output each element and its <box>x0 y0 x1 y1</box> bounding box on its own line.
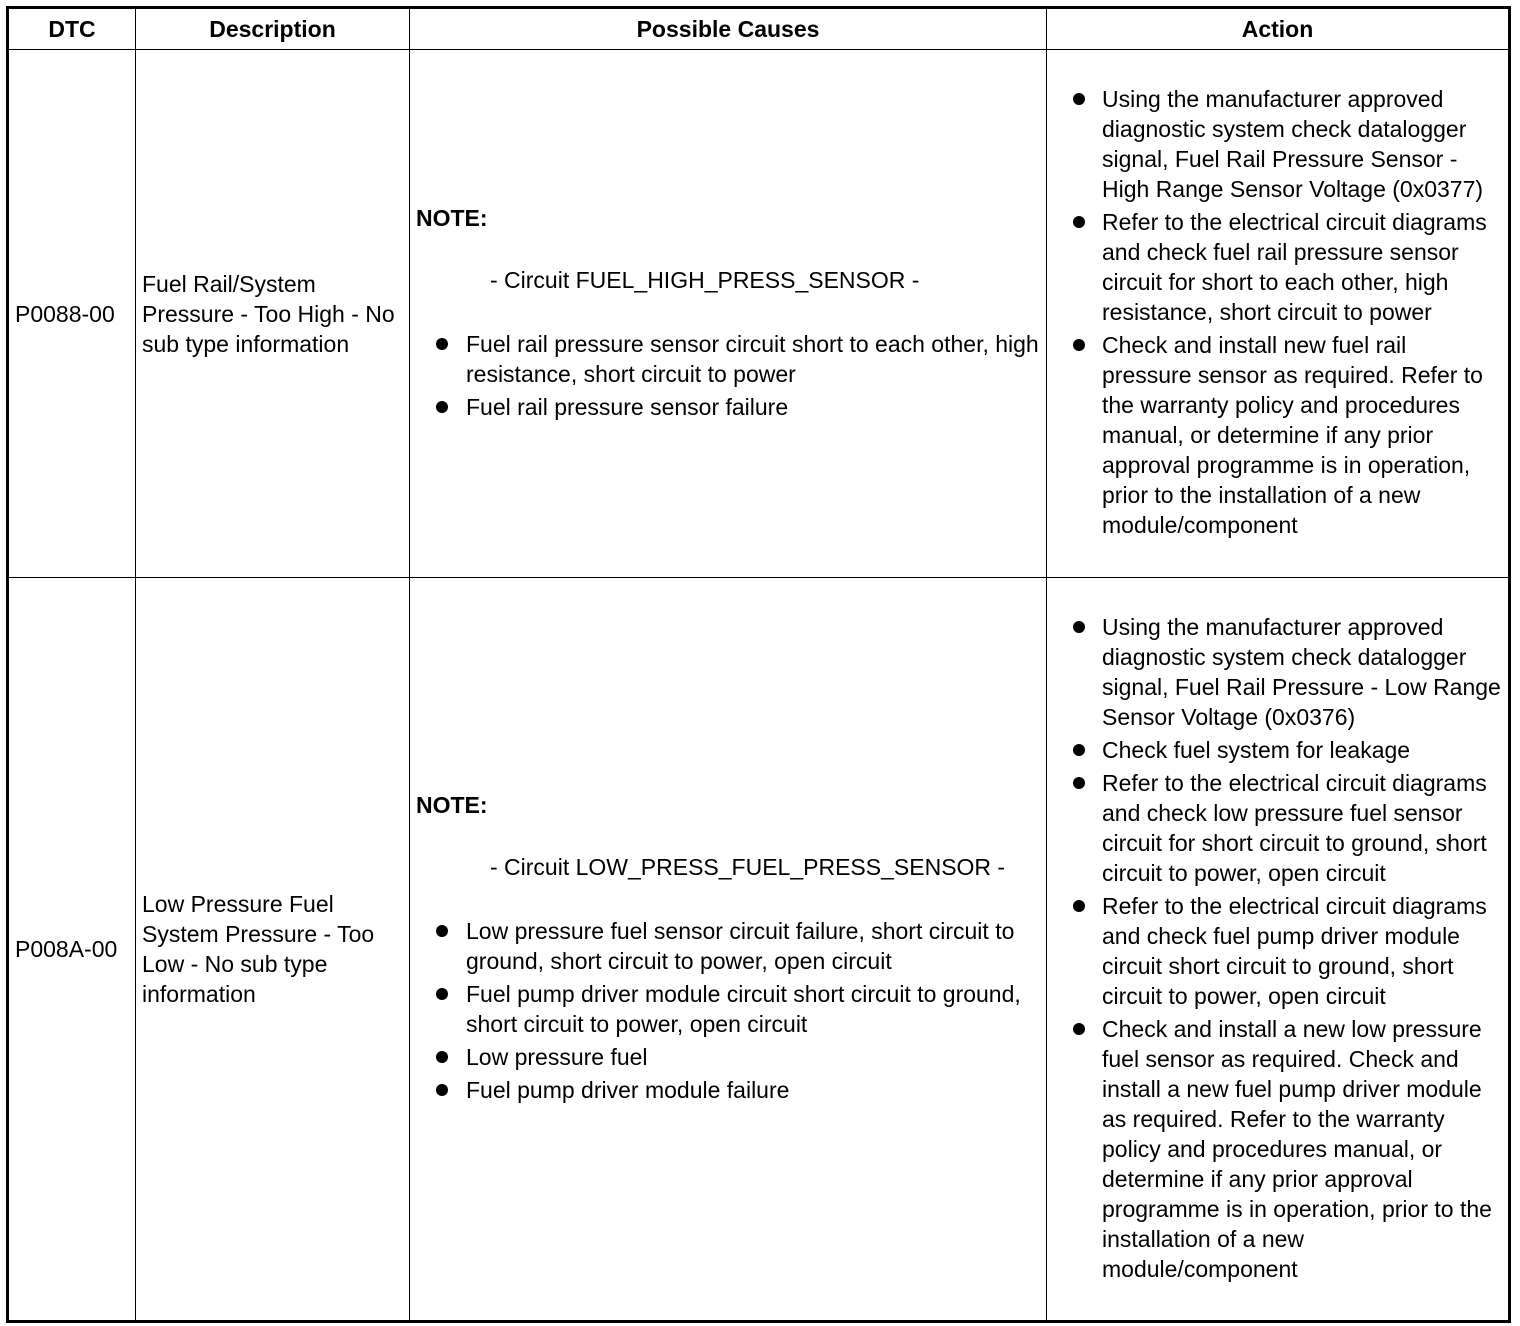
header-row <box>8 8 1510 50</box>
action-item: Refer to the electrical circuit diagrams and check low pressure fuel sensor circuit for short circuit to ground, short circuit to power, open circuit <box>1051 768 1502 888</box>
circuit-name: - Circuit FUEL_HIGH_PRESS_SENSOR - <box>490 266 920 293</box>
action-cell <box>1047 578 1510 1322</box>
possible-causes-cell <box>410 578 1047 1322</box>
action-item: Using the manufacturer approved diagnostic system check datalogger signal, Fuel Rail Pressure Sensor - High Range Sensor Voltage (0x0377) <box>1051 84 1502 204</box>
possible-causes-cell <box>410 50 1047 578</box>
cause-item: Fuel rail pressure sensor failure <box>416 392 1042 422</box>
action-item: Check fuel system for leakage <box>1051 735 1502 765</box>
header-dtc: DTC <box>8 8 136 50</box>
dtc-code: P008A-00 <box>8 578 136 1322</box>
dtc-description: Low Pressure Fuel System Pressure - Too Low - No sub type information <box>136 578 410 1322</box>
causes-list <box>416 916 1042 1105</box>
action-item: Using the manufacturer approved diagnostic system check datalogger signal, Fuel Rail Pressure - Low Range Sensor Voltage (0x0376) <box>1051 612 1502 732</box>
cause-item: Low pressure fuel <box>416 1042 1042 1072</box>
causes-list <box>416 329 1042 422</box>
cause-item: Fuel pump driver module circuit short circuit to ground, short circuit to power, open circuit <box>416 979 1042 1039</box>
header-description: Description <box>136 8 410 50</box>
table-row <box>8 50 1510 578</box>
action-item: Check and install new fuel rail pressure sensor as required. Refer to the warranty policy and procedures manual, or determine if any prior approval programme is in operation, prior to the installation of a new module/component <box>1051 330 1502 540</box>
action-item: Check and install a new low pressure fuel sensor as required. Check and install a new fuel pump driver module as required. Refer to the warranty policy and procedures manual, or determine if any prior approval programme is in operation, prior to the installation of a new module/component <box>1051 1014 1502 1284</box>
table-row <box>8 578 1510 1322</box>
header-possible-causes: Possible Causes <box>410 8 1047 50</box>
actions-list <box>1051 84 1502 540</box>
cause-item: Low pressure fuel sensor circuit failure, short circuit to ground, short circuit to power, open circuit <box>416 916 1042 976</box>
note-label: NOTE: <box>416 204 488 231</box>
note-label: NOTE: <box>416 792 488 818</box>
action-cell <box>1047 50 1510 578</box>
cause-item: Fuel pump driver module failure <box>416 1075 1042 1105</box>
actions-list <box>1051 612 1502 1284</box>
action-item: Refer to the electrical circuit diagrams and check fuel pump driver module circuit short circuit to ground, short circuit to power, open circuit <box>1051 891 1502 1011</box>
cause-item: Fuel rail pressure sensor circuit short to each other, high resistance, short circuit to power <box>416 329 1042 389</box>
dtc-table <box>6 6 1511 1323</box>
action-item: Refer to the electrical circuit diagrams and check fuel rail pressure sensor circuit for short to each other, high resistance, short circuit to power <box>1051 207 1502 327</box>
circuit-name: - Circuit LOW_PRESS_FUEL_PRESS_SENSOR - <box>490 854 1006 880</box>
header-action: Action <box>1047 8 1510 50</box>
dtc-code: P0088-00 <box>8 50 136 578</box>
dtc-description: Fuel Rail/System Pressure - Too High - No sub type information <box>136 50 410 578</box>
